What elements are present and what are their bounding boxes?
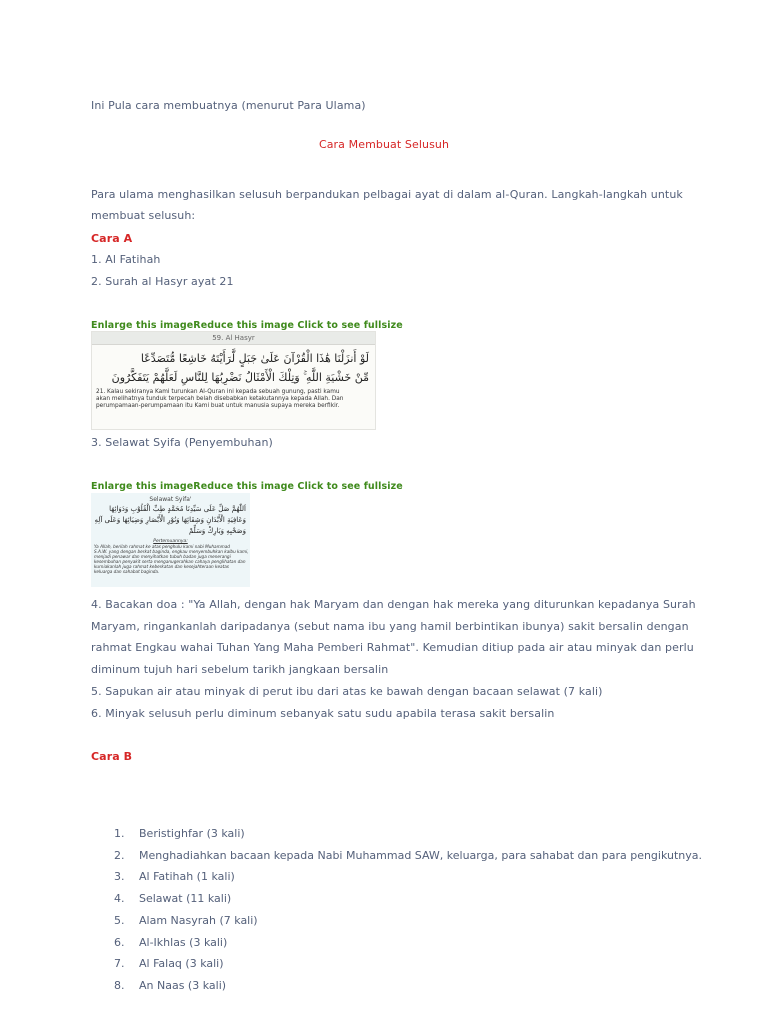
- list-item-text: Alam Nasyrah (7 kali): [139, 914, 258, 927]
- enlarge-image-link[interactable]: Enlarge this imageReduce this image Click to see fullsize: [91, 320, 403, 331]
- list-item-text: Al Falaq (3 kali): [139, 957, 224, 970]
- list-number: 7.: [114, 957, 125, 970]
- paragraph-line: diminum tujuh hari sebelum tarikh jangkaan bersalin: [91, 663, 389, 676]
- list-item: 2. Surah al Hasyr ayat 21: [91, 275, 234, 288]
- arabic-text: اَللّٰهُمَّ صَلِّ عَلَى سَيِّدِنَا مُحَمَّدٍ طِبِّ الْقُلُوْبِ وَدَوَائِهَا: [109, 505, 246, 513]
- list-item-text: Beristighfar (3 kali): [139, 827, 245, 840]
- translation-line: Ya Allah, berilah rahmat ke atas penghulu kami nabi Muhammad: [94, 544, 230, 549]
- list-item-text: Al-Ikhlas (3 kali): [139, 936, 228, 949]
- translation-line: 21. Kalau sekiranya Kami turunkan Al-Quran ini kepada sebuah gunung, pasti kamu: [96, 389, 340, 395]
- arabic-text: وَصَحْبِهِ وَبَارِكْ وَسَلِّمْ: [189, 527, 246, 535]
- list-number: 1.: [114, 827, 125, 840]
- list-number: 3.: [114, 870, 125, 883]
- list-item-text: An Naas (3 kali): [139, 979, 227, 992]
- page-heading: Cara Membuat Selusuh: [318, 138, 450, 151]
- translation-line: kurniakanlah juga rahmat keberkatan dan kesejahteraan keatas: [94, 564, 229, 569]
- image-header: 59. Al Hasyr: [92, 332, 375, 345]
- paragraph-line: 4. Bacakan doa : "Ya Allah, dengan hak Maryam dan dengan hak mereka yang diturunkan kepadanya Surah: [91, 598, 696, 611]
- arabic-text: وَعَافِيَةِ الْأَبْدَانِ وَشِفَائِهَا وَنُوْرِ الْأَبْصَارِ وَضِيَائِهَا وَعَلَى آلِهِ: [94, 516, 246, 524]
- list-item: 6. Minyak selusuh perlu diminum sebanyak satu sudu apabila terasa sakit bersalin: [91, 707, 555, 720]
- list-number: 8.: [114, 979, 125, 992]
- translation-line: kesembuhan penyakit serta menganugerahkan cahaya penglihatan dan: [94, 559, 246, 564]
- list-number: 6.: [114, 936, 125, 949]
- translation-line: keluarga dan sahabat baginda.: [94, 569, 160, 574]
- paragraph-line: rahmat Engkau wahai Tuhan Yang Maha Pemberi Rahmat". Kemudian ditiup pada air atau minyak dan perlu: [91, 641, 694, 654]
- translation-line: S.A.W. yang dengan berkat baginda, engkau menyembuhkan kalbu kami,: [94, 549, 249, 554]
- selawat-syifa-image[interactable]: [91, 493, 250, 587]
- list-item-text: Al Fatihah (1 kali): [139, 870, 235, 883]
- translation-line: akan melihatnya tunduk terpecah belah disebabkan ketakutannya kepada Allah. Dan: [96, 396, 344, 402]
- quran-verse-image[interactable]: [91, 331, 376, 430]
- list-item-text: Selawat (11 kali): [139, 892, 232, 905]
- image-title: Selawat Syifa': [149, 496, 192, 503]
- list-number: 5.: [114, 914, 125, 927]
- translation-title: Pertemuannya:: [153, 539, 188, 544]
- translation-line: perumpamaan-perumpamaan itu Kami buat untuk manusia supaya mereka berfikir.: [96, 403, 340, 409]
- paragraph-line: Maryam, ringankanlah daripadanya (sebut nama ibu yang hamil berbintikan ibunya) sakit bersalin dengan: [91, 620, 689, 633]
- list-item: 1. Al Fatihah: [91, 253, 161, 266]
- paragraph-line: Para ulama menghasilkan selusuh berpandukan pelbagai ayat di dalam al-Quran. Langkah-langkah untuk: [91, 188, 683, 201]
- section-heading-cara-b: Cara B: [91, 750, 133, 763]
- list-item: 3. Selawat Syifa (Penyembuhan): [91, 436, 273, 449]
- section-heading-cara-a: Cara A: [91, 232, 133, 245]
- list-number: 4.: [114, 892, 125, 905]
- list-number: 2.: [114, 849, 125, 862]
- enlarge-image-link[interactable]: Enlarge this imageReduce this image Click to see fullsize: [91, 481, 403, 492]
- list-item: 5. Sapukan air atau minyak di perut ibu dari atas ke bawah dengan bacaan selawat (7 kali): [91, 685, 603, 698]
- intro-text: Ini Pula cara membuatnya (menurut Para Ulama): [91, 99, 366, 112]
- list-item-text: Menghadiahkan bacaan kepada Nabi Muhammad SAW, keluarga, para sahabat dan para pengikutnya.: [139, 849, 703, 862]
- translation-line: menjadi penawar dan menyihatkan tubuh badan juga menerangi: [94, 554, 231, 559]
- arabic-verse: مِّنْ خَشْيَةِ اللَّهِ ۚ وَتِلْكَ الْأَمْثَالُ نَضْرِبُهَا لِلنَّاسِ لَعَلَّهُمْ يَتَفَكَّرُونَ: [111, 371, 369, 384]
- arabic-verse: لَوْ أَنزَلْنَا هَٰذَا الْقُرْآنَ عَلَىٰ جَبَلٍ لَّرَأَيْتَهُ خَاشِعًا مُّتَصَدِّعًا: [140, 352, 369, 365]
- paragraph-line: membuat selusuh:: [91, 209, 196, 222]
